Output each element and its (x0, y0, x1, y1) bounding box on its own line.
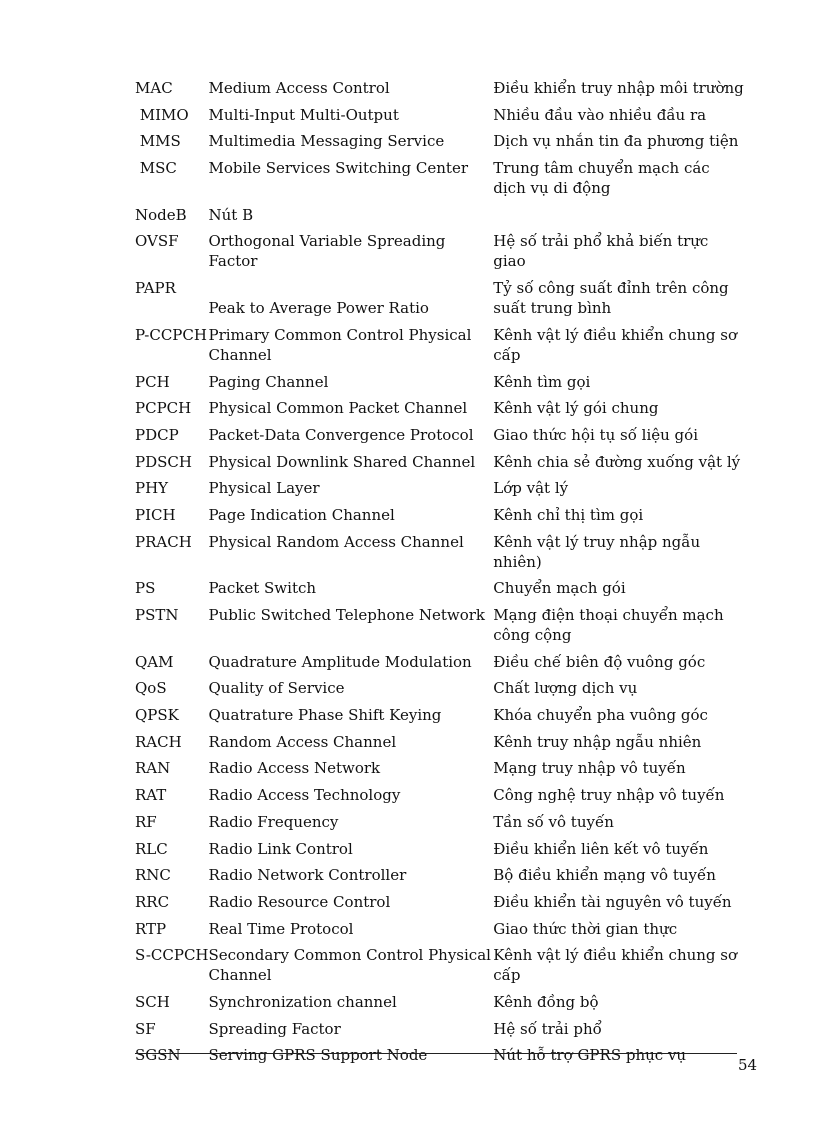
vietnamese-term-cell (493, 205, 745, 232)
english-term-cell: Radio Network Controller (208, 866, 407, 885)
abbreviation-row (135, 532, 745, 579)
abbreviation-row (135, 578, 745, 605)
english-term-cell: Peak to Average Power Ratio (208, 299, 429, 318)
abbreviation-row (135, 732, 745, 759)
vietnamese-term-cell: Kênh vật lý điều khiển chung sơ cấp (493, 325, 738, 364)
vietnamese-term-cell: Hệ số trải phổ (493, 1019, 602, 1038)
vietnamese-term-cell: Chất lượng dịch vụ (493, 679, 638, 698)
english-term-cell: Public Switched Telephone Network (208, 606, 486, 624)
abbreviation-row (135, 398, 745, 425)
abbreviation-row (135, 231, 745, 278)
abbreviation-table-body (135, 78, 745, 1072)
abbreviation-cell: QoS (135, 679, 167, 698)
vietnamese-term-cell: Giao thức thời gian thực (493, 919, 678, 938)
vietnamese-term-cell: Mạng điện thoại chuyển mạch công cộng (493, 606, 724, 644)
english-term-cell: Orthogonal Variable Spreading Factor (208, 232, 446, 271)
vietnamese-term-cell: Điều khiển tài nguyên vô tuyến (493, 892, 732, 911)
abbreviation-row (135, 705, 745, 732)
english-term-cell: Secondary Common Control Physical Channel (208, 946, 491, 985)
abbreviation-row (135, 372, 745, 399)
abbreviation-row (135, 865, 745, 892)
abbreviation-table (135, 78, 745, 1072)
english-term-cell: Physical Downlink Shared Channel (208, 452, 476, 471)
english-term-cell: Radio Frequency (208, 812, 339, 831)
abbreviation-cell: RLC (135, 839, 168, 858)
english-term-cell: Synchronization channel (208, 992, 397, 1011)
abbreviation-row (135, 892, 745, 919)
english-term-cell: Radio Access Technology (208, 786, 401, 805)
abbreviation-row (135, 919, 745, 946)
abbreviation-row (135, 131, 745, 158)
abbreviation-row (135, 839, 745, 866)
abbreviation-cell: QAM (135, 652, 174, 671)
english-term-cell: Packet Switch (208, 579, 317, 598)
abbreviation-row (135, 205, 745, 232)
abbreviation-row (135, 278, 745, 325)
english-term-cell: Quality of Service (208, 679, 345, 698)
abbreviation-row (135, 452, 745, 479)
english-term-cell: Multi-Input Multi-Output (208, 105, 399, 124)
abbreviation-row (135, 105, 745, 132)
english-term-cell: Packet-Data Convergence Protocol (208, 425, 474, 444)
abbreviation-cell: QPSK (135, 706, 179, 725)
vietnamese-term-cell: Điều khiển liên kết vô tuyến (493, 839, 709, 858)
abbreviation-cell: OVSF (135, 232, 179, 251)
abbreviation-cell: RF (135, 812, 157, 831)
english-term-cell: Radio Access Network (208, 759, 381, 778)
vietnamese-term-cell: Kênh vật lý điều khiển chung sơ cấp (493, 946, 738, 985)
abbreviation-row (135, 325, 745, 372)
abbreviation-cell: SF (135, 1019, 156, 1038)
english-term-cell: Real Time Protocol (208, 919, 354, 938)
abbreviation-cell: RNC (135, 866, 171, 885)
vietnamese-term-cell: Kênh vật lý gói chung (493, 399, 659, 418)
abbreviation-row (135, 158, 745, 205)
abbreviation-row (135, 1045, 745, 1072)
abbreviation-cell: SCH (135, 992, 170, 1011)
page-number: 54 (738, 1056, 758, 1074)
english-term-cell: Random Access Channel (208, 732, 397, 751)
vietnamese-term-cell: Điều chế biên độ vuông góc (493, 652, 706, 671)
abbreviation-cell: PDSCH (135, 452, 192, 471)
vietnamese-term-cell: Lớp vật lý (493, 479, 569, 498)
abbreviation-cell: SGSN (135, 1046, 181, 1065)
abbreviation-cell: RTP (135, 919, 167, 938)
vietnamese-term-cell: Tỷ số công suất đỉnh trên công suất trung bình (493, 279, 729, 318)
abbreviation-row (135, 505, 745, 532)
vietnamese-term-cell: Kênh chia sẻ đường xuống vật lý (493, 452, 741, 471)
abbreviation-cell: PCPCH (135, 399, 192, 418)
abbreviation-row (135, 812, 745, 839)
english-term-cell: Paging Channel (208, 372, 329, 391)
abbreviation-row (135, 785, 745, 812)
vietnamese-term-cell: Chuyển mạch gói (493, 579, 626, 598)
vietnamese-term-cell: Bộ điều khiển mạng vô tuyến (493, 866, 716, 885)
abbreviation-cell: S-CCPCH (135, 946, 209, 965)
english-term-cell: Page Indication Channel (208, 505, 395, 524)
abbreviation-cell: P-CCPCH (135, 325, 207, 344)
vietnamese-term-cell: Nhiều đầu vào nhiều đầu ra (493, 105, 707, 124)
abbreviation-cell: RACH (135, 732, 182, 751)
vietnamese-term-cell: Trung tâm chuyển mạch các dịch vụ di động (493, 159, 710, 198)
english-term-cell: Medium Access Control (208, 79, 390, 97)
vietnamese-term-cell: Điều khiển truy nhập môi trường (493, 79, 744, 97)
abbreviation-cell: PICH (135, 505, 176, 524)
abbreviation-row (135, 758, 745, 785)
english-term-cell: Spreading Factor (208, 1019, 341, 1038)
english-term-cell: Serving GPRS Support Node (208, 1046, 428, 1065)
abbreviation-row (135, 425, 745, 452)
abbreviation-cell: PHY (135, 479, 169, 498)
vietnamese-term-cell: Hệ số trải phổ khả biến trực giao (493, 232, 709, 271)
abbreviation-cell: RAT (135, 786, 167, 805)
english-term-cell: Mobile Services Switching Center (208, 159, 468, 178)
vietnamese-term-cell: Kênh vật lý truy nhập ngẫu nhiên) (493, 532, 701, 571)
abbreviation-row (135, 1019, 745, 1046)
english-term-cell: Radio Link Control (208, 839, 353, 858)
vietnamese-term-cell: Công nghệ truy nhập vô tuyến (493, 786, 725, 805)
english-term-cell: Primary Common Control Physical Channel (208, 325, 472, 364)
abbreviation-row (135, 78, 745, 105)
abbreviation-cell: MMS (135, 132, 181, 151)
english-term-cell: Multimedia Messaging Service (208, 132, 445, 151)
abbreviation-cell: MSC (135, 159, 177, 178)
abbreviation-row (135, 945, 745, 992)
vietnamese-term-cell: Kênh đồng bộ (493, 992, 599, 1011)
footer-divider (135, 1053, 737, 1054)
abbreviation-cell: PS (135, 579, 156, 598)
vietnamese-term-cell: Kênh tìm gọi (493, 372, 591, 391)
abbreviation-row (135, 992, 745, 1019)
vietnamese-term-cell: Tần số vô tuyến (493, 812, 614, 831)
vietnamese-term-cell: Kênh chỉ thị tìm gọi (493, 505, 644, 524)
english-term-cell: Physical Common Packet Channel (208, 399, 468, 418)
abbreviation-row (135, 652, 745, 679)
vietnamese-term-cell: Mạng truy nhập vô tuyến (493, 759, 686, 778)
vietnamese-term-cell: Nút hỗ trợ GPRS phục vụ (493, 1046, 687, 1065)
abbreviation-cell: PCH (135, 372, 170, 391)
english-term-cell: Quadrature Amplitude Modulation (208, 652, 472, 671)
abbreviation-cell: PSTN (135, 606, 179, 624)
english-term-cell: Physical Layer (208, 479, 320, 498)
vietnamese-term-cell: Khóa chuyển pha vuông góc (493, 706, 708, 725)
english-term-cell: Nút B (208, 205, 254, 224)
english-term-cell: Radio Resource Control (208, 892, 391, 911)
abbreviation-cell: PRACH (135, 532, 192, 551)
abbreviation-row (135, 478, 745, 505)
vietnamese-term-cell: Giao thức hội tụ số liệu gói (493, 425, 698, 444)
english-term-cell: Quatrature Phase Shift Keying (208, 706, 442, 725)
abbreviation-cell: RRC (135, 892, 170, 911)
abbreviation-cell: MIMO (135, 105, 189, 124)
abbreviation-cell: RAN (135, 759, 171, 778)
abbreviation-cell: PAPR (135, 279, 176, 298)
english-term-cell: Physical Random Access Channel (208, 532, 464, 551)
abbreviation-cell: MAC (135, 79, 173, 97)
abbreviation-cell: NodeB (135, 205, 187, 224)
abbreviation-row (135, 678, 745, 705)
abbreviation-row (135, 605, 745, 652)
abbreviation-cell: PDCP (135, 425, 179, 444)
vietnamese-term-cell: Dịch vụ nhắn tin đa phương tiện (493, 132, 739, 151)
vietnamese-term-cell: Kênh truy nhập ngẫu nhiên (493, 732, 702, 751)
